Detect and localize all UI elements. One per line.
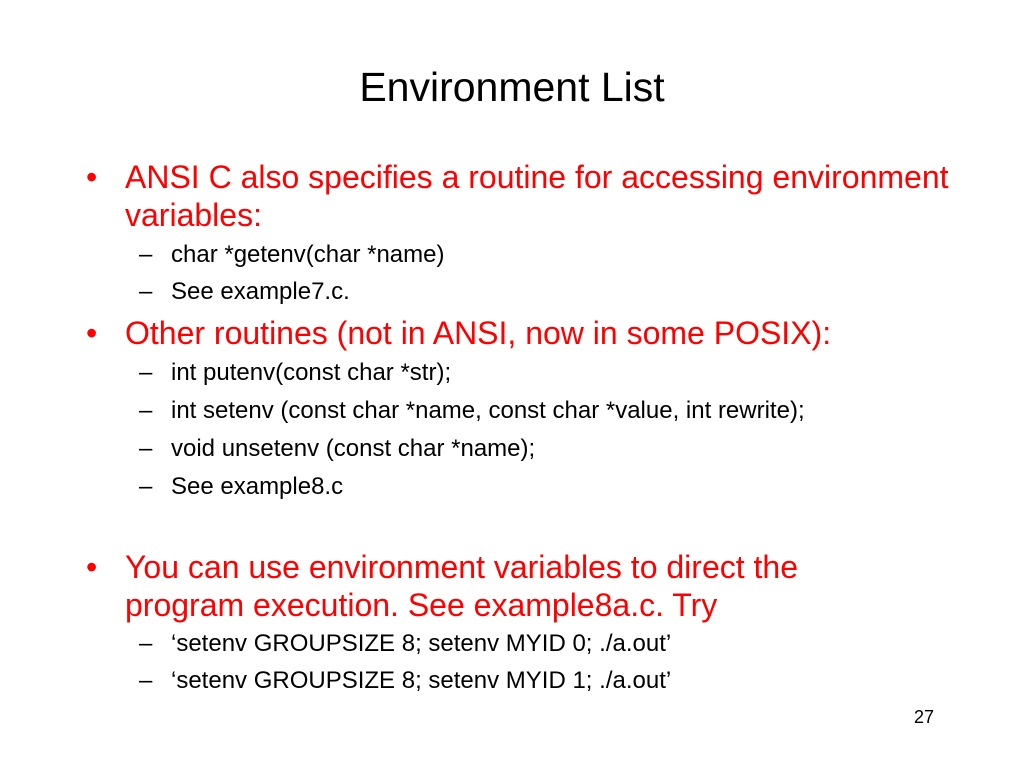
bullet-text-2: Other routines (not in ANSI, now in some POSIX):	[125, 315, 832, 351]
sub-item-3-2: ‘setenv GROUPSIZE 8; setenv MYID 1; ./a.out’	[171, 667, 672, 694]
sub-item-3-1: ‘setenv GROUPSIZE 8; setenv MYID 0; ./a.out’	[171, 630, 672, 657]
sub-bullet-marker: –	[139, 435, 153, 462]
sub-bullet-marker: –	[139, 630, 153, 657]
sub-item-2-3: void unsetenv (const char *name);	[171, 435, 536, 462]
sub-item-1-1: char *getenv(char *name)	[171, 241, 445, 268]
sub-bullet-marker: –	[139, 278, 153, 305]
bullet-text-3: You can use environment variables to direct the program execution. See example8a.c. Try	[125, 549, 798, 623]
bullet-text-1: ANSI C also specifies a routine for accessing environment variables:	[125, 159, 949, 233]
sub-item-1-2: See example7.c.	[171, 278, 350, 305]
sub-bullet-marker: –	[139, 667, 153, 694]
bullet-marker: •	[86, 315, 98, 351]
bullet-marker: •	[86, 549, 98, 585]
sub-item-2-2: int setenv (const char *name, const char *value, int rewrite);	[171, 397, 805, 424]
sub-bullet-marker: –	[139, 397, 153, 424]
bullet-marker: •	[86, 159, 98, 195]
sub-item-2-4: See example8.c	[171, 473, 344, 500]
page-number: 27	[913, 707, 935, 727]
slide-title: Environment List	[359, 64, 665, 110]
sub-item-2-1: int putenv(const char *str);	[171, 359, 452, 386]
sub-bullet-marker: –	[139, 473, 153, 500]
sub-bullet-marker: –	[139, 241, 153, 268]
sub-bullet-marker: –	[139, 359, 153, 386]
